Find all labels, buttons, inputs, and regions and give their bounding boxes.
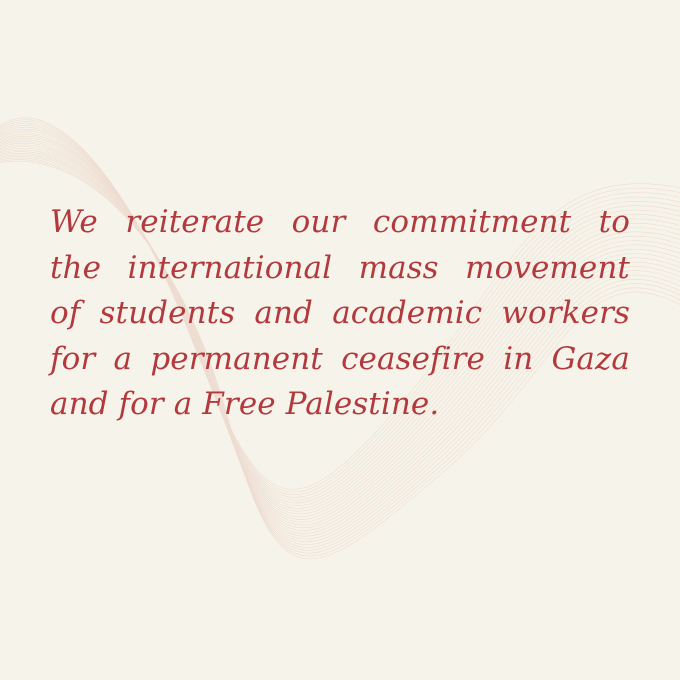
statement-line-4: for a permanent ceasefire in Gaza [50,340,630,377]
statement-line-3: of students and academic workers [50,295,630,331]
statement-text [50,200,630,428]
statement-line-2: the international mass movement [50,249,630,286]
statement-line-1: We reiterate our commitment to [50,204,630,240]
statement-line-5: and for a Free Palestine. [50,386,440,422]
